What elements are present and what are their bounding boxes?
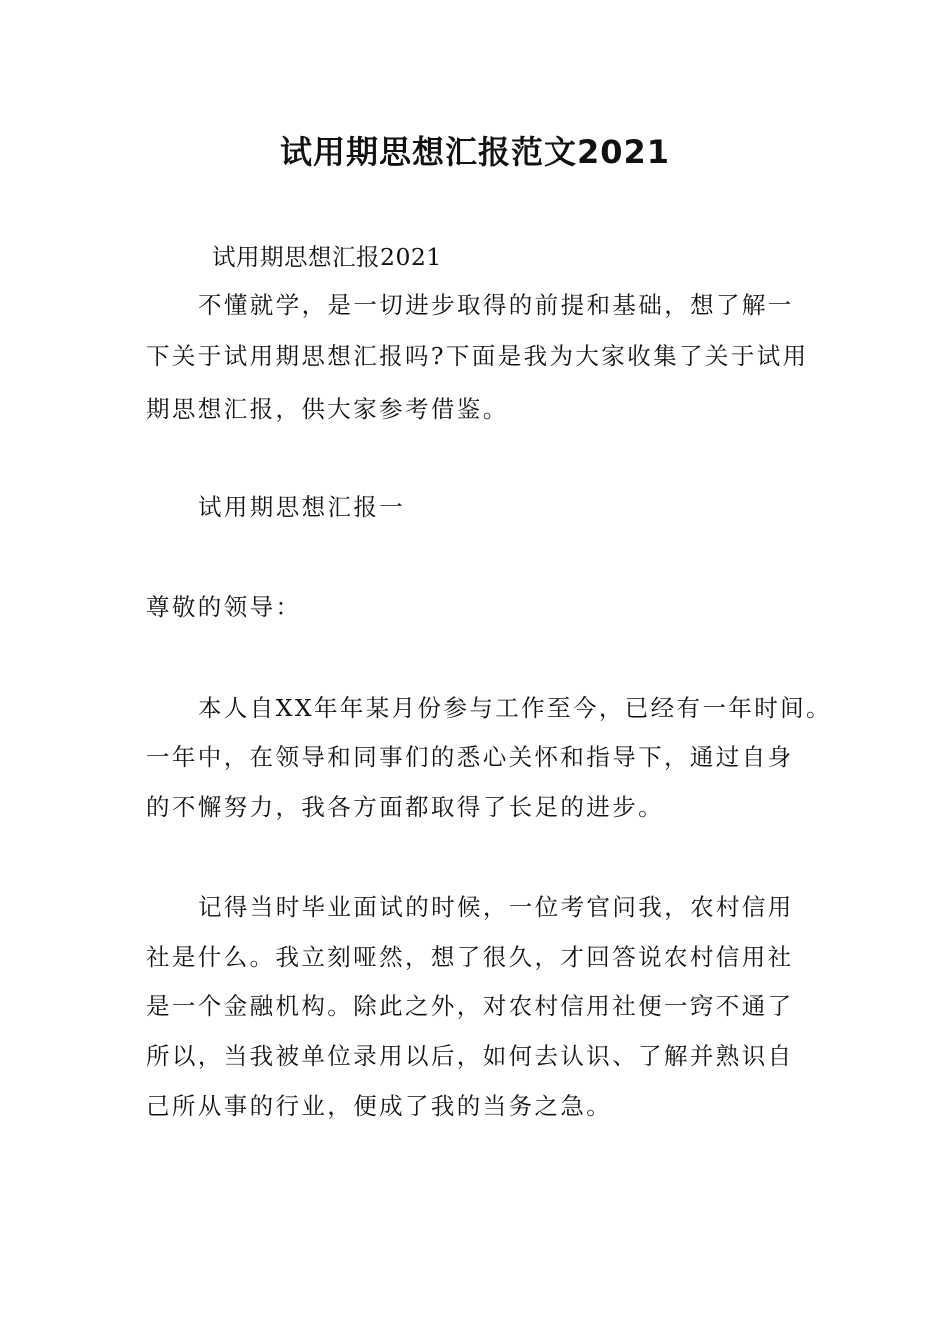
section-heading: 试用期思想汇报一 — [198, 493, 406, 521]
paragraph1-line-3: 的不懈努力，我各方面都取得了长足的进步。 — [146, 793, 664, 821]
paragraph2-line-4: 所以，当我被单位录用以后，如何去认识、了解并熟识自 — [146, 1042, 794, 1070]
paragraph2-line-3: 是一个金融机构。除此之外，对农村信用社便一窍不通了 — [146, 992, 794, 1020]
paragraph1-line-1: 本人自XX年年某月份参与工作至今，已经有一年时间。 — [198, 694, 832, 722]
intro-line-3: 期思想汇报，供大家参考借鉴。 — [146, 395, 509, 423]
document-subtitle: 试用期思想汇报2021 — [212, 243, 442, 271]
paragraph2-line-5: 己所从事的行业，便成了我的当务之急。 — [146, 1092, 613, 1120]
document-title: 试用期思想汇报范文2021 — [279, 133, 671, 171]
intro-line-2: 下关于试用期思想汇报吗?下面是我为大家收集了关于试用 — [146, 342, 809, 370]
intro-line-1: 不懂就学，是一切进步取得的前提和基础，想了解一 — [198, 291, 794, 319]
paragraph2-line-2: 社是什么。我立刻哑然，想了很久，才回答说农村信用社 — [146, 943, 794, 971]
paragraph2-line-1: 记得当时毕业面试的时候，一位考官问我，农村信用 — [198, 893, 794, 921]
paragraph1-line-2: 一年中，在领导和同事们的悉心关怀和指导下，通过自身 — [146, 743, 794, 771]
salutation: 尊敬的领导： — [146, 593, 302, 621]
